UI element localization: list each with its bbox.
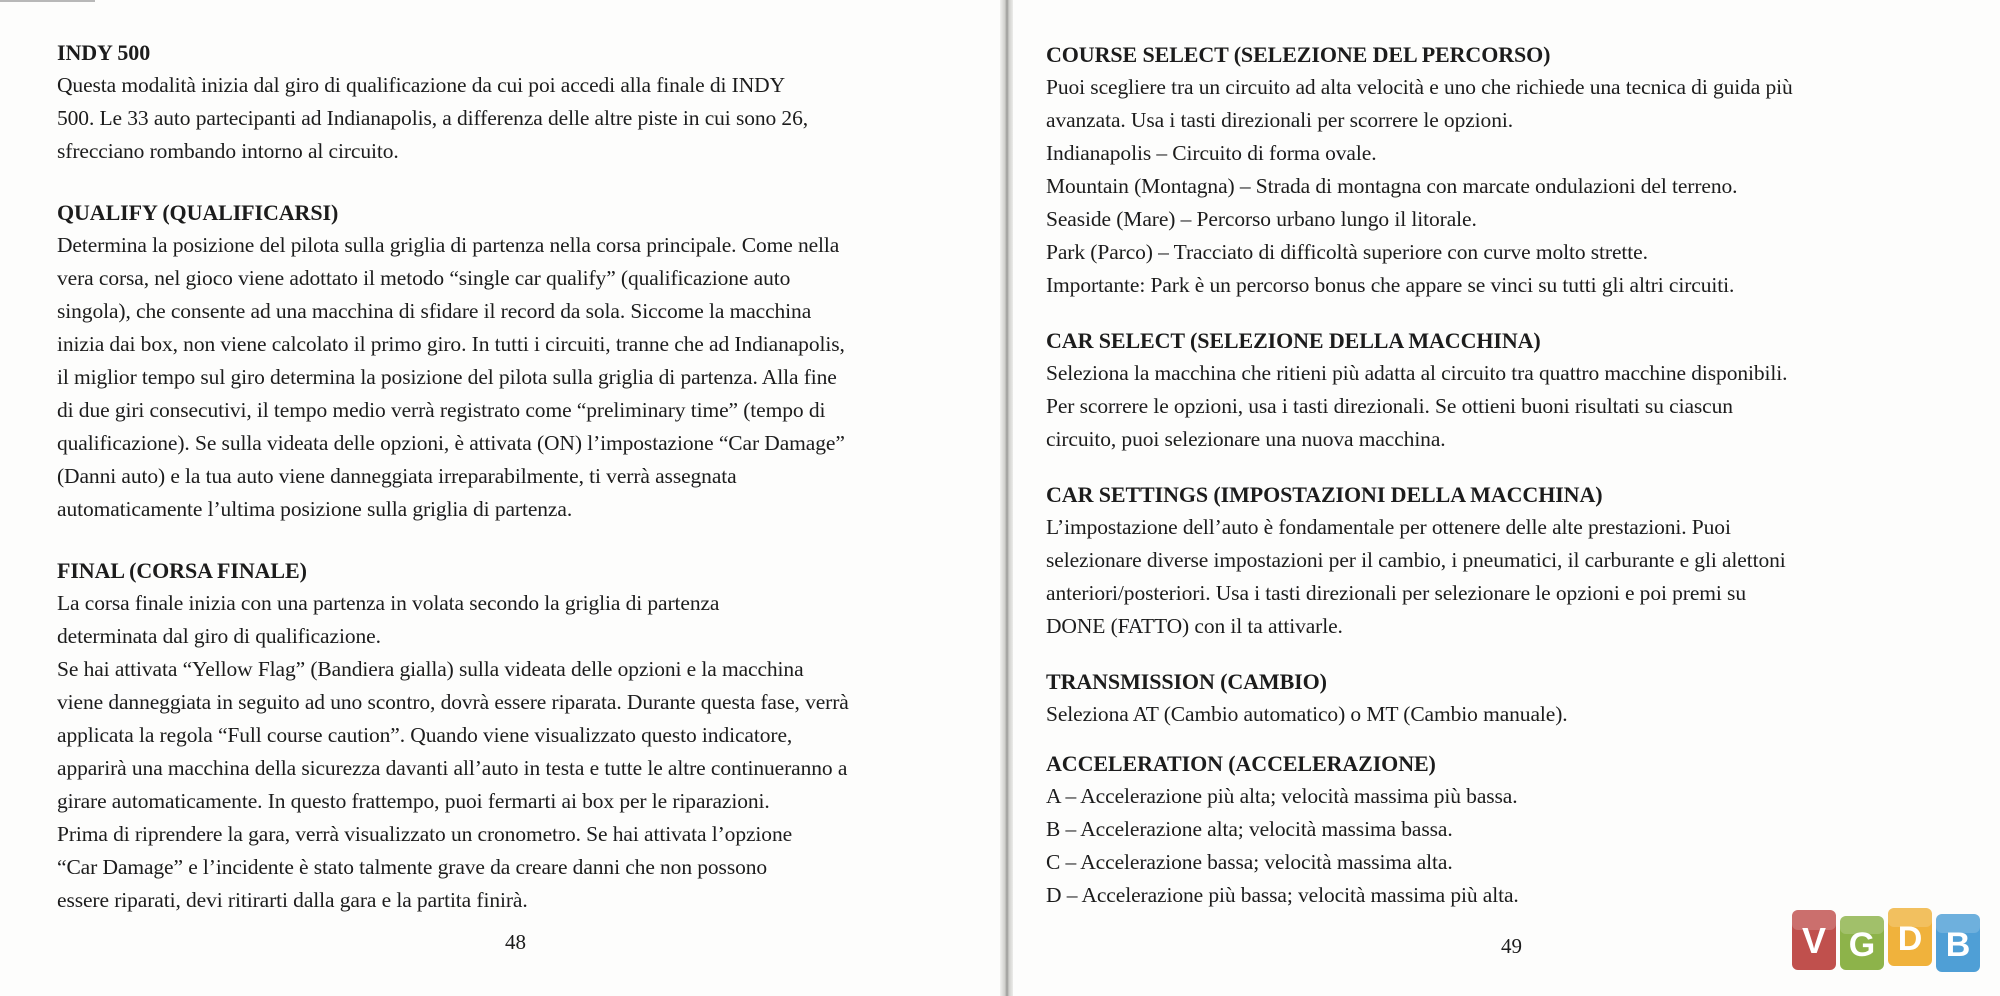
section-heading: INDY 500 [57,40,151,65]
left-page-content [57,36,987,917]
text-line: Determina la posizione del pilota sulla griglia di partenza nella corsa principale. Come nella [57,233,840,257]
text-line: Se hai attivata “Yellow Flag” (Bandiera gialla) sulla videata delle opzioni e la macchina [57,657,804,681]
text-line: Indianapolis – Circuito di forma ovale. [1046,141,1377,165]
text-line: Importante: Park è un percorso bonus che appare se vinci su tutti gli altri circuiti. [1046,273,1735,297]
text-line: determinata dal giro di qualificazione. [57,624,381,648]
page-number: 48 [505,930,526,954]
svg-text:D: D [1897,920,1923,958]
text-line: viene danneggiata in seguito ad uno scontro, dovrà essere riparata. Durante questa fase, verrà [57,690,849,714]
text-line: L’impostazione dell’auto è fondamentale per ottenere delle alte prestazioni. Puoi [1046,515,1731,539]
section-qualify [57,196,987,526]
vgdb-watermark-logo [1792,908,1982,974]
right-page [1013,0,2000,996]
book-gutter [1000,0,1014,996]
text-line: girare automaticamente. In questo frattempo, puoi fermarti ai box per le riparazioni. [57,789,770,813]
text-line: essere riparati, devi ritirarti dalla gara e la partita finirà. [57,888,528,912]
text-line: (Danni auto) e la tua auto viene danneggiata irreparabilmente, ti verrà assegnata [57,464,737,488]
text-line: qualificazione). Se sulla videata delle opzioni, è attivata (ON) l’impostazione “Car Damage” [57,431,845,455]
text-line: Questa modalità inizia dal giro di qualificazione da cui poi accedi alla finale di INDY [57,73,785,97]
section-heading: CAR SELECT (SELEZIONE DELLA MACCHINA) [1046,328,1541,353]
text-line: apparirà una macchina della sicurezza davanti all’auto in testa e tutte le altre continueranno a [57,756,848,780]
text-line: avanzata. Usa i tasti direzionali per scorrere le opzioni. [1046,108,1513,132]
text-line: automaticamente l’ultima posizione sulla griglia di partenza. [57,497,573,521]
section-course-select [1046,38,1991,302]
text-line: singola), che consente ad una macchina di sfidare il record da sola. Siccome la macchina [57,299,812,323]
section-indy-500 [57,36,987,168]
page-number: 49 [1501,934,1522,958]
text-line: D – Accelerazione più bassa; velocità massima più alta. [1046,883,1519,907]
text-line: La corsa finale inizia con una partenza in volata secondo la griglia di partenza [57,591,720,615]
svg-text:B: B [1945,926,1971,964]
top-edge-mark [0,0,95,2]
section-acceleration [1046,747,1991,912]
text-line: A – Accelerazione più alta; velocità massima più bassa. [1046,784,1518,808]
text-line: inizia dai box, non viene calcolato il primo giro. In tutti i circuiti, tranne che ad Indianapolis, [57,332,845,356]
text-line: Seleziona AT (Cambio automatico) o MT (Cambio manuale). [1046,702,1568,726]
section-transmission [1046,665,1991,731]
vgdb-tile-g [1840,916,1884,970]
text-line: Per scorrere le opzioni, usa i tasti direzionali. Se ottieni buoni risultati su ciascun [1046,394,1733,418]
section-car-select [1046,324,1991,456]
text-line: “Car Damage” e l’incidente è stato talmente grave da creare danni che non possono [57,855,768,879]
text-line: il miglior tempo sul giro determina la posizione del pilota sulla griglia di partenza. Alla fine [57,365,837,389]
section-heading: FINAL (CORSA FINALE) [57,558,307,583]
text-line: circuito, puoi selezionare una nuova macchina. [1046,427,1446,451]
text-line: Seleziona la macchina che ritieni più adatta al circuito tra quattro macchine disponibili. [1046,361,1788,385]
section-heading: ACCELERATION (ACCELERAZIONE) [1046,751,1436,776]
text-line: di due giri consecutivi, il tempo medio verrà registrato come “preliminary time” (tempo di [57,398,826,422]
section-heading: QUALIFY (QUALIFICARSI) [57,200,339,225]
right-page-content [1046,38,1991,912]
text-line: Seaside (Mare) – Percorso urbano lungo il litorale. [1046,207,1477,231]
text-line: applicata la regola “Full course caution”. Quando viene visualizzato questo indicatore, [57,723,793,747]
vgdb-tile-v [1792,910,1836,970]
vgdb-tile-b [1936,914,1980,972]
text-line: Mountain (Montagna) – Strada di montagna con marcate ondulazioni del terreno. [1046,174,1738,198]
text-line: 500. Le 33 auto partecipanti ad Indianapolis, a differenza delle altre piste in cui sono 26, [57,106,809,130]
section-heading: TRANSMISSION (CAMBIO) [1046,669,1327,694]
text-line: DONE (FATTO) con il ta attivarle. [1046,614,1343,638]
section-heading: COURSE SELECT (SELEZIONE DEL PERCORSO) [1046,42,1551,67]
vgdb-tile-d [1888,908,1932,966]
text-line: vera corsa, nel gioco viene adottato il metodo “single car qualify” (qualificazione auto [57,266,791,290]
section-car-settings [1046,478,1991,643]
text-line: C – Accelerazione bassa; velocità massima alta. [1046,850,1453,874]
text-line: selezionare diverse impostazioni per il cambio, i pneumatici, il carburante e gli alettoni [1046,548,1786,572]
section-final [57,554,987,917]
text-line: Puoi scegliere tra un circuito ad alta velocità e uno che richiede una tecnica di guida più [1046,75,1793,99]
text-line: anteriori/posteriori. Usa i tasti direzionali per selezionare le opzioni e poi premi su [1046,581,1746,605]
text-line: B – Accelerazione alta; velocità massima bassa. [1046,817,1453,841]
svg-text:V: V [1801,920,1827,961]
svg-text:G: G [1848,926,1876,964]
text-line: sfrecciano rombando intorno al circuito. [57,139,399,163]
text-line: Park (Parco) – Tracciato di difficoltà superiore con curve molto strette. [1046,240,1648,264]
section-heading: CAR SETTINGS (IMPOSTAZIONI DELLA MACCHINA) [1046,482,1603,507]
text-line: Prima di riprendere la gara, verrà visualizzato un cronometro. Se hai attivata l’opzione [57,822,793,846]
